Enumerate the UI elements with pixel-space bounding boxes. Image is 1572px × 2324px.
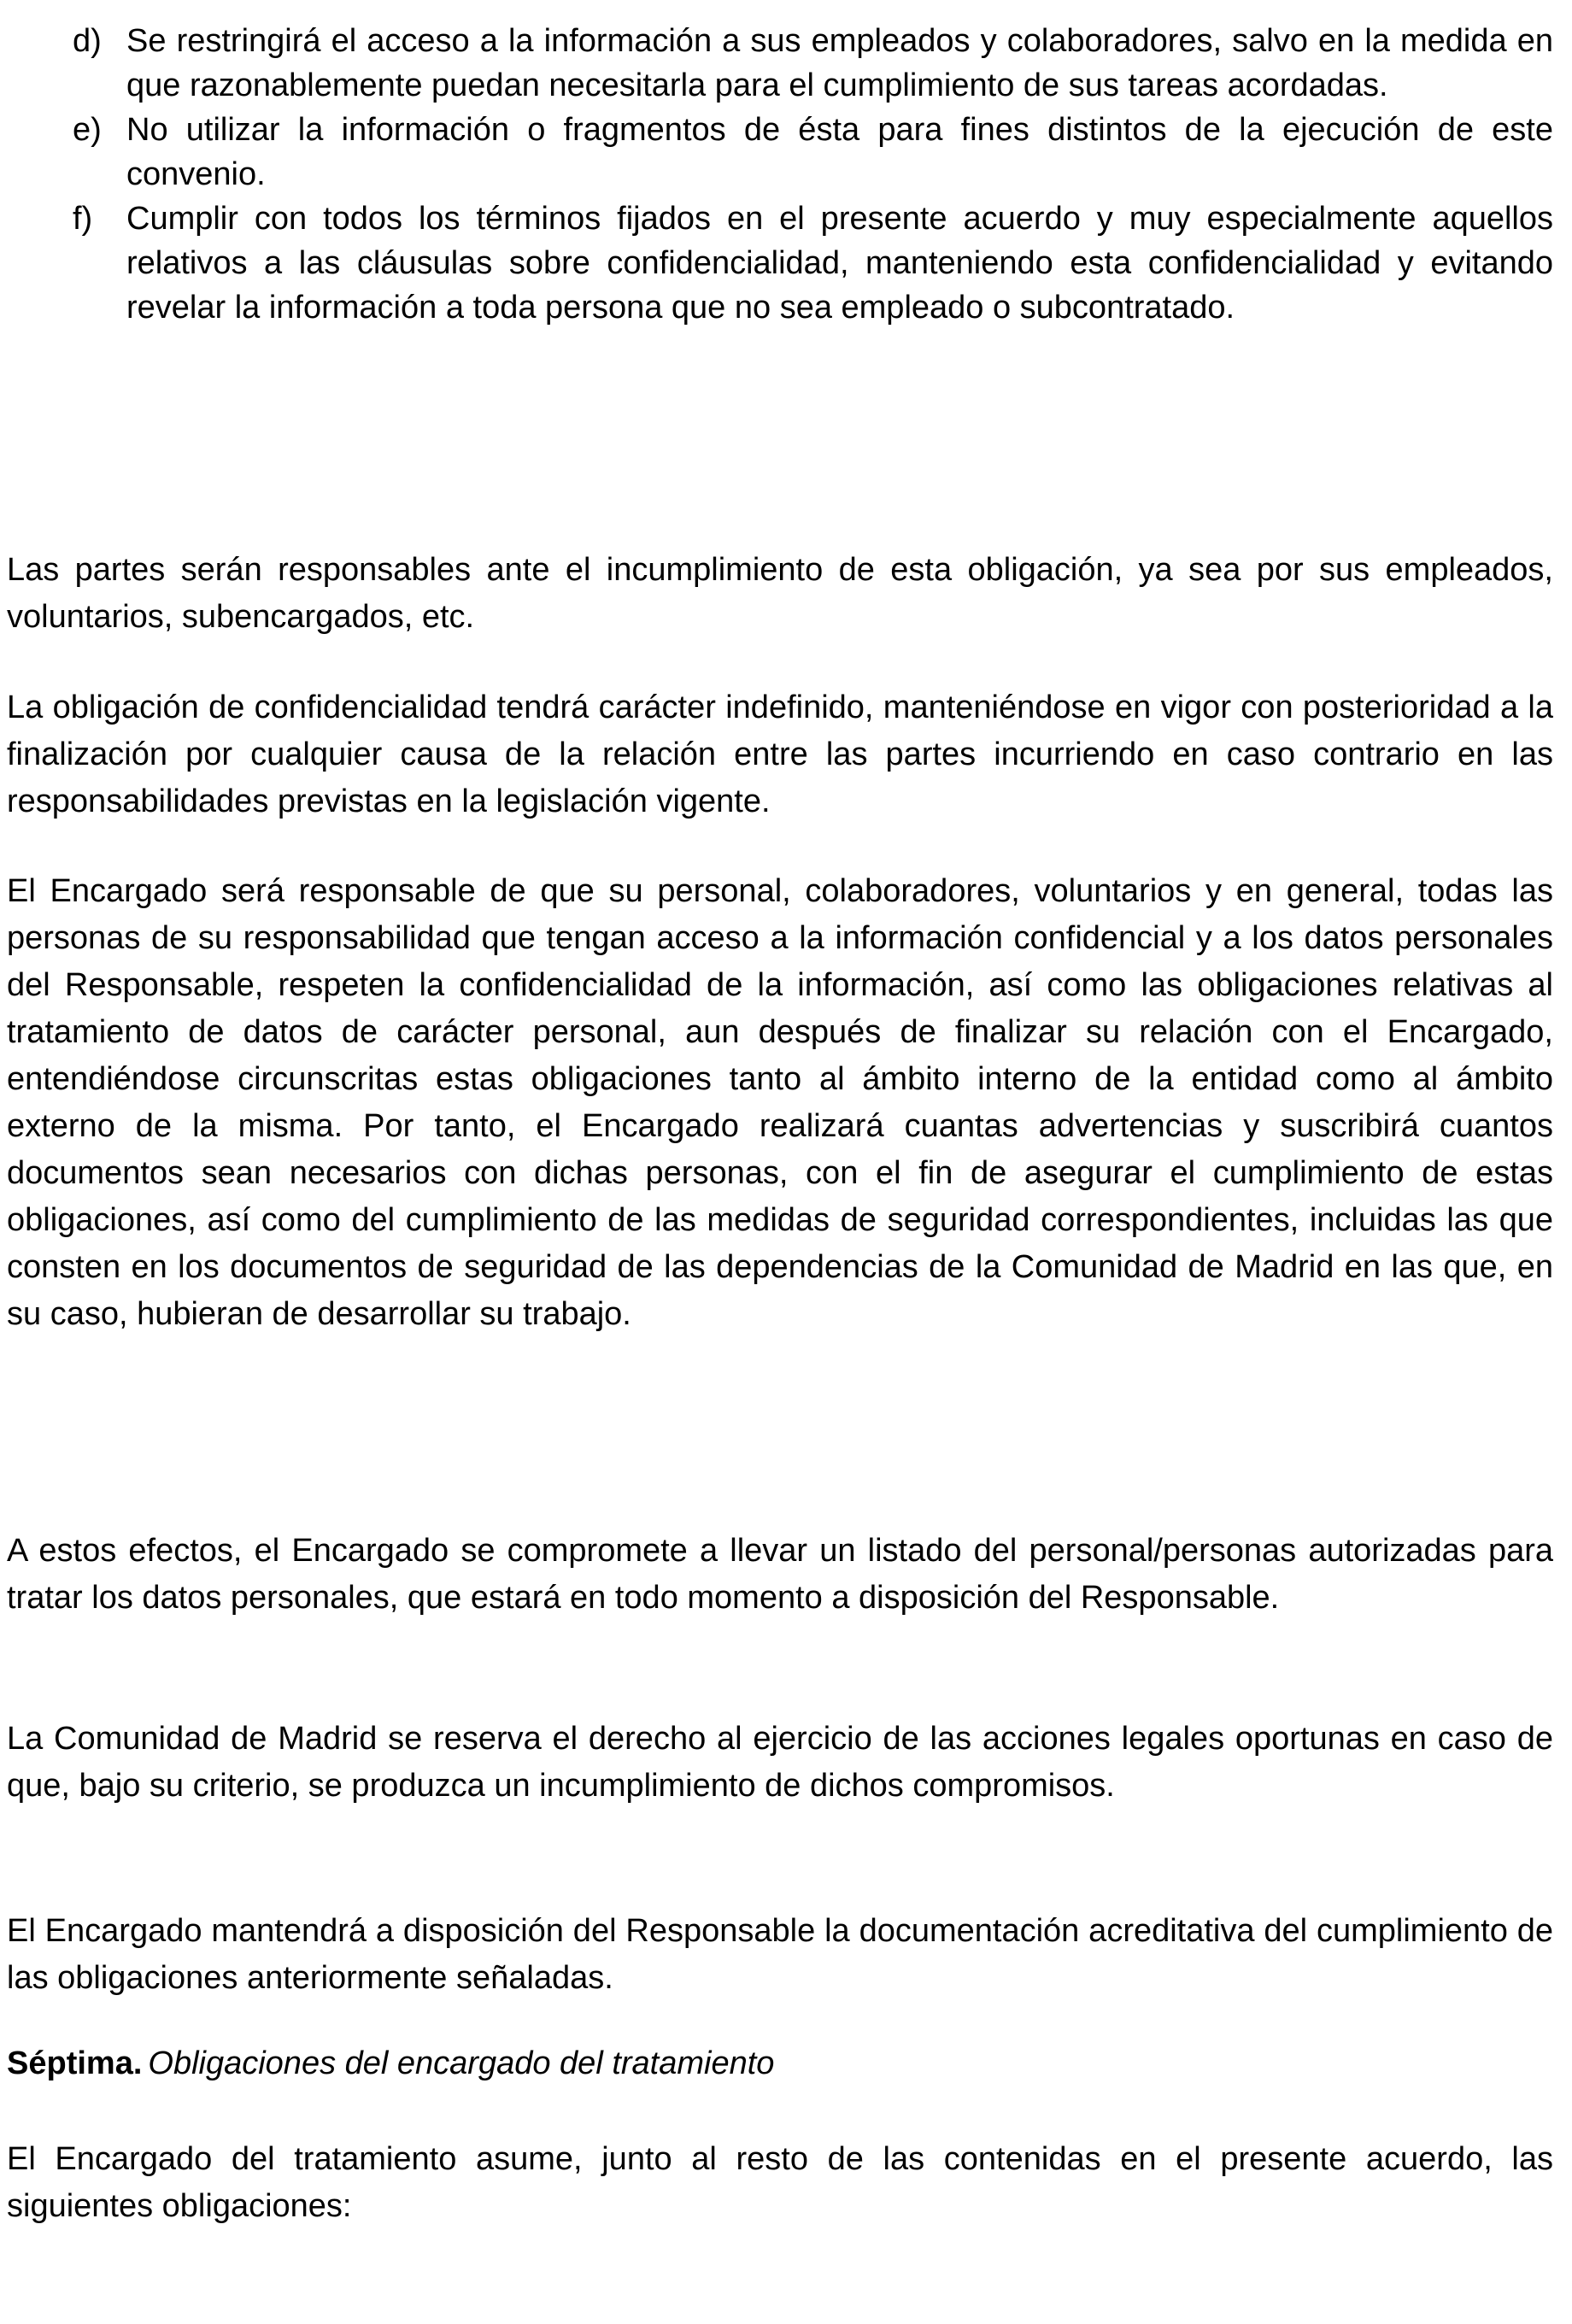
paragraph-obligations-intro: El Encargado del tratamiento asume, junto al resto de las contenidas en el presente acuerdo, las siguientes obligaciones: <box>7 2141 1553 2224</box>
list-marker-e: e) <box>73 112 102 148</box>
clause-heading-septima <box>7 2040 1553 2087</box>
list-item-f <box>0 197 1572 330</box>
clause-heading-number: Séptima. <box>7 2045 143 2081</box>
paragraph-breach-responsibility: Las partes serán responsables ante el incumplimiento de esta obligación, ya sea por sus empleados, voluntarios, subencargados, etc. <box>7 552 1553 635</box>
list-item-e-text: No utilizar la información o fragmentos de ésta para fines distintos de la ejecución de este convenio. <box>126 112 1553 192</box>
list-marker-f: f) <box>73 201 93 237</box>
paragraph-authorized-personnel-list: A estos efectos, el Encargado se compromete a llevar un listado del personal/personas autorizadas para tratar los datos personales, que estará en todo momento a disposición del Responsable. <box>7 1533 1553 1616</box>
paragraph-supporting-documentation: El Encargado mantendrá a disposición del Responsable la documentación acreditativa del cumplimiento de las obligaciones anteriormente señaladas. <box>7 1913 1553 1996</box>
clause-heading-title: Obligaciones del encargado del tratamiento <box>148 2045 775 2081</box>
list-marker-d: d) <box>73 23 102 59</box>
paragraph-confidentiality-term: La obligación de confidencialidad tendrá carácter indefinido, manteniéndose en vigor con posterioridad a la finalización por cualquier causa de la relación entre las partes incurriendo en caso contrario en las responsabilidades previstas en la legislación vigente. <box>7 690 1553 819</box>
list-item-d-text: Se restringirá el acceso a la información a sus empleados y colaboradores, salvo en la medida en que razonablemente puedan necesitarla para el cumplimiento de sus tareas acordadas. <box>126 23 1553 103</box>
paragraph-personnel-confidentiality: El Encargado será responsable de que su personal, colaboradores, voluntarios y en general, todas las personas de su responsabilidad que tengan acceso a la información confidencial y a los datos personales del Responsable, respeten la confidencialidad de la información, así como las obligaciones relativas al tratamiento de datos de carácter personal, aun después de finalizar su relación con el Encargado, entendiéndose circunscritas estas obligaciones tanto al ámbito interno de la entidad como al ámbito externo de la misma. Por tanto, el Encargado realizará cuantas advertencias y suscribirá cuantos documentos sean necesarios con dichas personas, con el fin de asegurar el cumplimiento de estas obligaciones, así como del cumplimiento de las medidas de seguridad correspondientes, incluidas las que consten en los documentos de seguridad de las dependencias de la Comunidad de Madrid en las que, en su caso, hubieran de desarrollar su trabajo. <box>7 873 1553 1332</box>
obligations-letter-list <box>0 19 1572 330</box>
list-item-f-text: Cumplir con todos los términos fijados en el presente acuerdo y muy especialmente aquellos relativos a las cláusulas sobre confidencialidad, manteniendo esta confidencialidad y evitando revelar la información a toda persona que no sea empleado o subcontratado. <box>126 201 1553 326</box>
list-item-e <box>0 108 1572 197</box>
list-item-d <box>0 19 1572 108</box>
paragraph-legal-actions: La Comunidad de Madrid se reserva el derecho al ejercicio de las acciones legales oportunas en caso de que, bajo su criterio, se produzca un incumplimiento de dichos compromisos. <box>7 1721 1553 1804</box>
